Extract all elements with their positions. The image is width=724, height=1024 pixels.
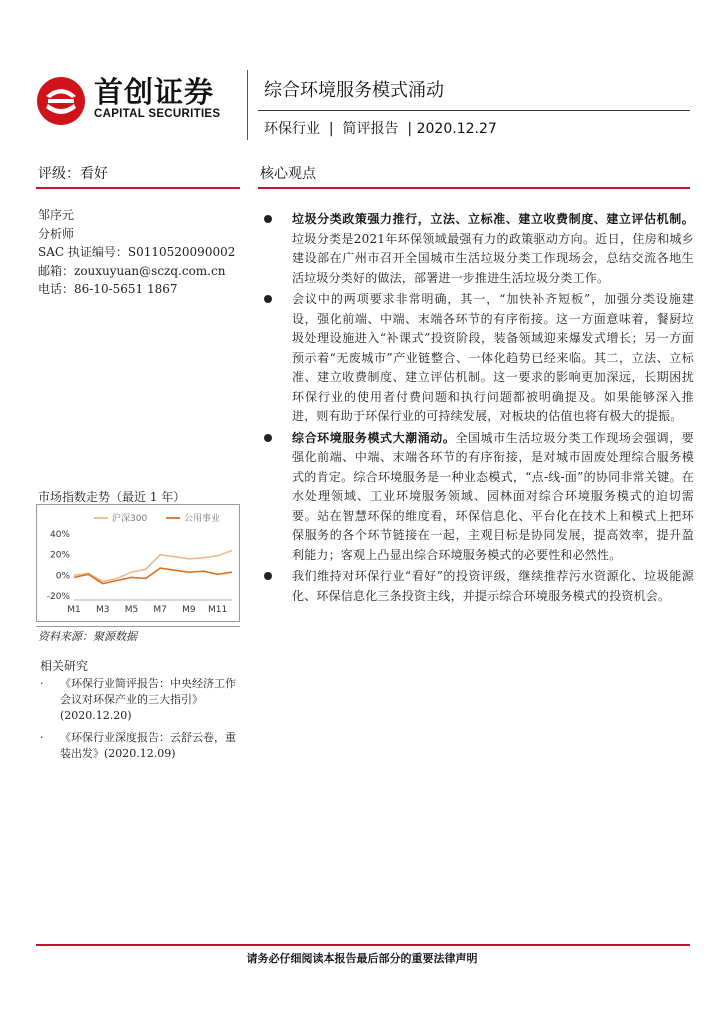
market-index-chart [36, 504, 240, 622]
y-tick-label: 20% [49, 550, 70, 561]
related-research-title: 相关研究 [40, 659, 89, 673]
company-logo [34, 72, 234, 132]
bullet-paragraph [292, 567, 694, 606]
bullet-text: 我们维持对环保行业“看好”的投资评级，继续推荐污水资源化、垃圾能源化、环保信息化三条投资主线，并提示综合环境服务模式的投资机会。 [292, 569, 694, 603]
logo-chinese-name: 首创证券 [94, 75, 215, 109]
rating-label: 评级：看好 [38, 166, 108, 182]
series-line-utility [74, 568, 232, 584]
related-research-text: 《环保行业深度报告：云舒云卷，重装出发》(2020.12.09) [60, 731, 236, 760]
core-view-bullets [262, 210, 694, 608]
bullet-item [262, 429, 694, 566]
bullet-dot-icon [264, 295, 272, 303]
footer-rule [36, 944, 690, 946]
subtitle-separator: | [324, 121, 339, 137]
title-rule [258, 110, 690, 111]
y-tick-label: -20% [46, 592, 70, 602]
analyst-sac-number: SAC 执证编号：S0110520090002 [38, 245, 236, 259]
analyst-role: 分析师 [38, 226, 75, 241]
bullet-dot-icon [264, 215, 272, 223]
subtitle-sector: 环保行业 [264, 121, 320, 137]
bullet-text: 全国城市生活垃圾分类工作现场会强调，要强化前端、中端、末端各环节的有序衔接，是对城市固废处理综合服务模式的肯定。综合环境服务是一种业态模式，“点-线-面”的协同非常关键。在水处理领域、工业环境服务领域、园林面对综合环境服务模式的迫切需要。站在智慧环保的维度看，环保信息化、平台化在技术上和模式上把环保服务的各个环节链接在一起，主观目标是协同发展，提高效率，提升盈利能力；客观上凸显出综合环境服务模式的必要性和必然性。 [292, 430, 694, 562]
bullet-paragraph [292, 290, 694, 427]
bullet-item [262, 567, 694, 606]
legend-label: 公用事业 [184, 514, 221, 524]
bullet-dot-icon [264, 434, 272, 442]
related-research-item[interactable] [40, 730, 240, 762]
logo-english-name: CAPITAL SECURITIES [94, 108, 221, 120]
related-research-list [40, 676, 240, 768]
bullet-paragraph [292, 429, 694, 566]
bullet-item [262, 290, 694, 427]
related-research-text: 《环保行业简评报告：中央经济工作会议对环保产业的三大指引》(2020.12.20) [60, 677, 236, 722]
bullet-bold-lead: 综合环境服务模式大潮涌动。 [292, 430, 456, 445]
core-view-rule [258, 187, 690, 189]
core-view-label: 核心观点 [260, 166, 316, 182]
analyst-name: 邹序元 [38, 208, 75, 222]
analyst-email: 邮箱：zouxuyuan@sczq.com.cn [38, 263, 226, 278]
legal-disclaimer-notice: 请务必仔细阅读本报告最后部分的重要法律声明 [246, 952, 478, 965]
x-tick-label: M11 [208, 605, 228, 615]
x-tick-label: M7 [153, 605, 167, 615]
header-divider [247, 70, 248, 140]
list-dash: · [40, 677, 44, 690]
bullet-paragraph [292, 210, 694, 288]
x-tick-label: M5 [124, 605, 139, 615]
x-tick-label: M9 [182, 605, 196, 615]
legend-label: 沪深300 [112, 514, 148, 524]
chart-bottom-rule [36, 626, 240, 627]
analyst-phone: 电话：86-10-5651 1867 [38, 282, 178, 296]
chart-source: 资料来源：聚源数据 [38, 630, 137, 643]
report-subtitle [264, 118, 497, 138]
subtitle-separator: | [402, 121, 413, 137]
list-dash: · [40, 731, 44, 744]
x-tick-label: M3 [95, 605, 110, 615]
bullet-item [262, 210, 694, 288]
y-tick-label: 0% [55, 571, 70, 582]
report-title: 综合环境服务模式涌动 [264, 80, 444, 101]
related-research-item[interactable] [40, 676, 240, 724]
bullet-dot-icon [264, 572, 272, 580]
bullet-text: 垃圾分类是2021年环保领域最强有力的政策驱动方向。近日，住房和城乡建设部在广州市召开全国城市生活垃圾分类工作现场会，总结交流各地生活垃圾分类好的做法，部署进一步推进生活垃圾分类工作。 [292, 231, 694, 285]
bullet-text: 会议中的两项要求非常明确，其一，“加快补齐短板”，加强分类设施建设，强化前端、中端、末端各环节的有序衔接。这一方面意味着，餐厨垃圾处理设施进入“补课式”投资阶段，装备领域迎来爆发式增长；另一方面预示着“无废城市”产业链整合、一体化趋势已经来临。其二，立法、立标准、建立收费制度、建立评估机制。这一要求的影响更加深远，长期困扰环保行业的使用者付费问题和执行问题都被明确提及。如果能够深入推进，则有助于环保行业的可持续发展，对板块的估值也将有极大的提振。 [292, 292, 694, 423]
subtitle-type: 简评报告 [342, 121, 399, 137]
bullet-bold-lead: 垃圾分类政策强力推行，立法、立标准、建立收费制度、建立评估机制。 [292, 212, 694, 226]
x-tick-label: M1 [67, 605, 81, 615]
chart-title: 市场指数走势（最近 1 年） [38, 490, 186, 504]
series-line-hs300 [74, 551, 232, 582]
subtitle-date: 2020.12.27 [416, 121, 497, 137]
analyst-info [38, 206, 235, 299]
capital-securities-logo-icon [34, 74, 88, 128]
rating-rule [36, 187, 240, 189]
y-tick-label: 40% [49, 530, 70, 540]
